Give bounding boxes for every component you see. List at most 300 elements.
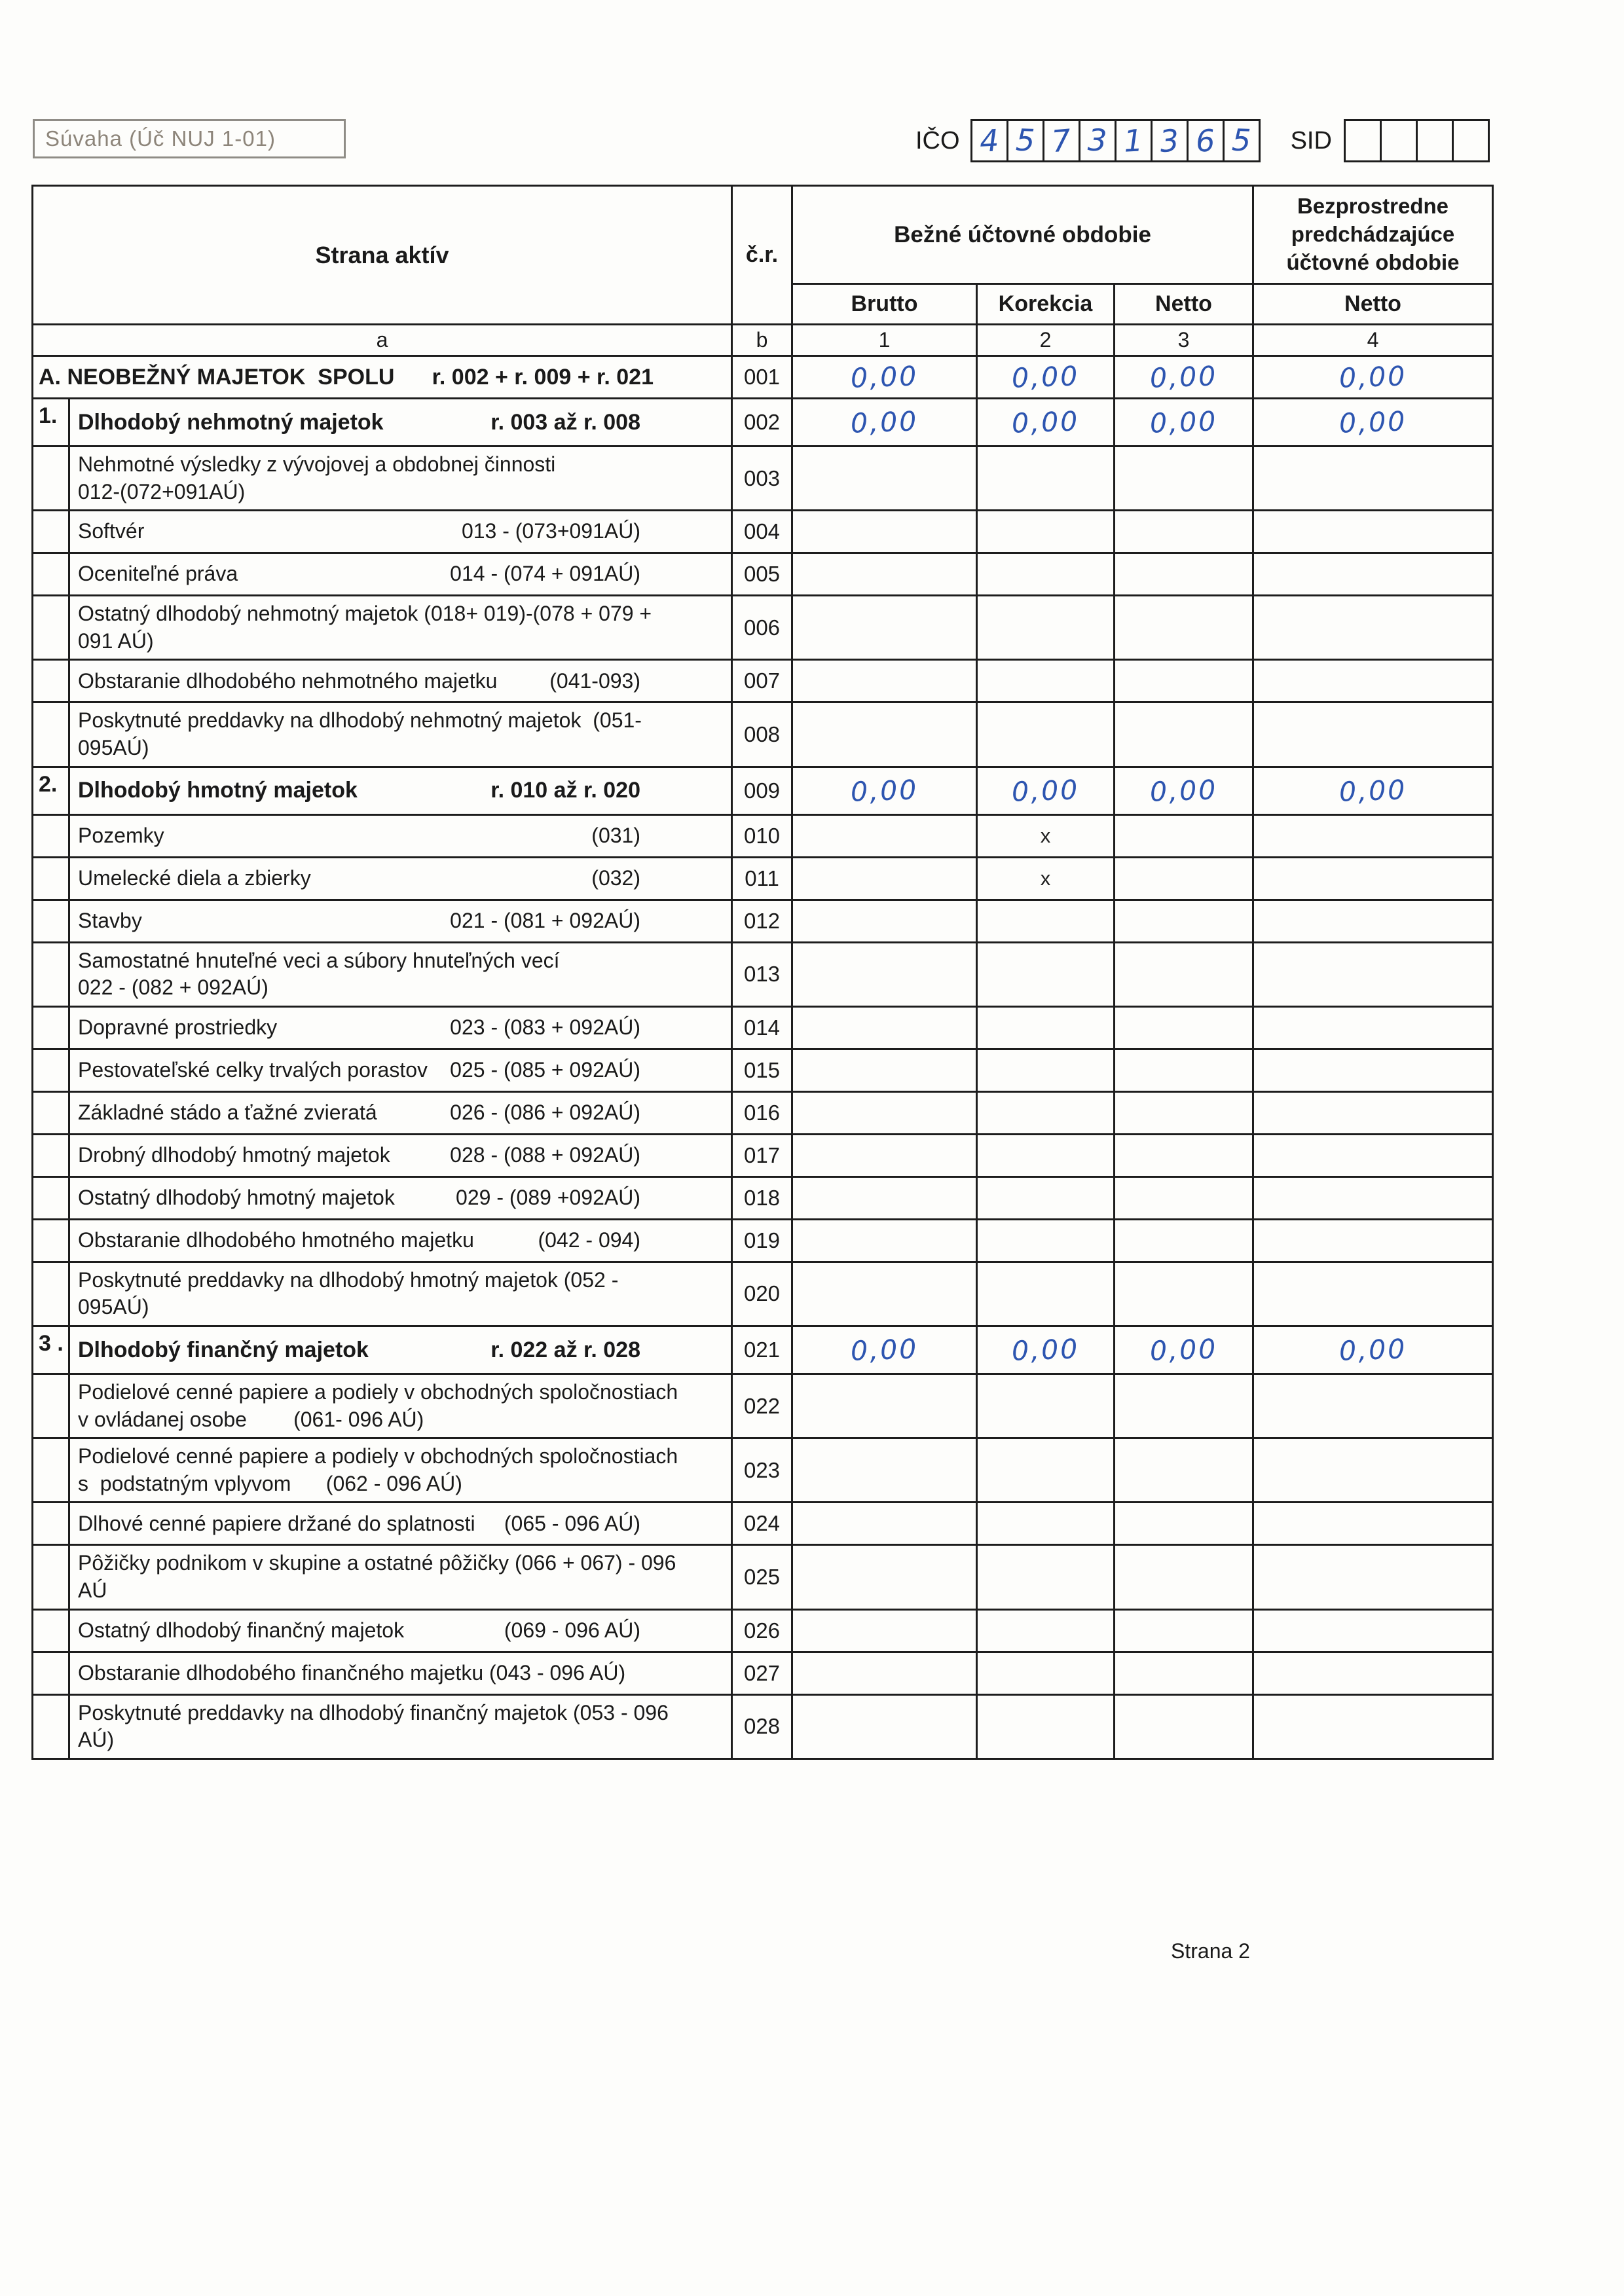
row-line-number: 024 bbox=[732, 1503, 792, 1545]
cell-brutto bbox=[792, 702, 977, 767]
row-account-code: r. 010 až r. 020 bbox=[490, 778, 640, 803]
cell-netto bbox=[1115, 446, 1253, 511]
handwritten-value: 0,00 bbox=[850, 1333, 919, 1367]
row-number bbox=[33, 554, 70, 594]
table-row bbox=[33, 1503, 1493, 1545]
cell-netto bbox=[1115, 900, 1253, 942]
row-line-number: 028 bbox=[732, 1694, 792, 1758]
row-label: Drobný dlhodobý hmotný majetok bbox=[78, 1142, 390, 1167]
cell-brutto bbox=[792, 1545, 977, 1609]
row-number bbox=[33, 1696, 70, 1758]
row-number bbox=[33, 816, 70, 856]
table-row bbox=[33, 857, 1493, 900]
sid-boxes bbox=[1344, 119, 1490, 162]
row-label: Ostatný dlhodobý hmotný majetok bbox=[78, 1185, 395, 1209]
cell-korekcia bbox=[977, 1545, 1115, 1609]
row-account-code: (031) bbox=[591, 823, 640, 847]
cell-netto bbox=[1115, 356, 1253, 399]
row-account-code: 028 - (088 + 092AÚ) bbox=[450, 1142, 640, 1167]
row-line-number: 017 bbox=[732, 1134, 792, 1176]
cell-netto-previous bbox=[1253, 596, 1493, 660]
cell-netto-previous bbox=[1253, 1262, 1493, 1326]
cell-netto bbox=[1115, 596, 1253, 660]
cell-netto bbox=[1115, 1219, 1253, 1262]
cell-netto bbox=[1115, 1438, 1253, 1503]
row-label: Obstaranie dlhodobého hmotného majetku bbox=[78, 1228, 474, 1252]
column-header-current-period: Bežné účtovné obdobie bbox=[792, 186, 1253, 284]
ico-digit-box bbox=[1187, 119, 1225, 162]
cell-netto bbox=[1115, 1049, 1253, 1091]
row-label-line2: 022 - (082 + 092AÚ) bbox=[78, 975, 268, 1000]
cell-netto-previous bbox=[1253, 857, 1493, 900]
subheader-korekcia: Korekcia bbox=[977, 284, 1115, 325]
cell-brutto bbox=[792, 1176, 977, 1219]
subheader-brutto: Brutto bbox=[792, 284, 977, 325]
cell-netto bbox=[1115, 814, 1253, 857]
cell-korekcia bbox=[977, 511, 1115, 553]
cell-korekcia bbox=[977, 814, 1115, 857]
table-row bbox=[33, 356, 1493, 399]
ico-label: IČO bbox=[915, 126, 960, 155]
cell-netto bbox=[1115, 399, 1253, 446]
row-account-code: (069 - 096 AÚ) bbox=[504, 1618, 640, 1642]
cell-brutto bbox=[792, 1694, 977, 1758]
cell-netto-previous bbox=[1253, 1134, 1493, 1176]
row-label: Pozemky bbox=[78, 823, 164, 847]
cell-korekcia bbox=[977, 399, 1115, 446]
row-label-line2: 012-(072+091AÚ) bbox=[78, 479, 246, 503]
cell-netto-previous bbox=[1253, 1374, 1493, 1438]
row-label: Dopravné prostriedky bbox=[78, 1015, 278, 1039]
row-number bbox=[33, 1008, 70, 1048]
row-label: Pôžičky podnikom v skupine a ostatné pôžičky (066 + 067) - 096 bbox=[78, 1551, 676, 1575]
row-number bbox=[33, 661, 70, 701]
cell-korekcia bbox=[977, 1049, 1115, 1091]
row-label-line2: AÚ bbox=[78, 1578, 107, 1602]
x-mark: x bbox=[1040, 866, 1051, 890]
page-number: Strana 2 bbox=[1171, 1939, 1250, 1963]
cell-korekcia bbox=[977, 1091, 1115, 1134]
row-line-number: 027 bbox=[732, 1652, 792, 1694]
cell-netto bbox=[1115, 1545, 1253, 1609]
cell-netto bbox=[1115, 767, 1253, 814]
cell-korekcia bbox=[977, 702, 1115, 767]
handwritten-value: 0,00 bbox=[1011, 1333, 1080, 1367]
table-row bbox=[33, 1609, 1493, 1652]
cell-korekcia bbox=[977, 1176, 1115, 1219]
cell-brutto bbox=[792, 446, 977, 511]
column-header-previous-period: Bezprostredne predchádzajúce účtovné obdobie bbox=[1253, 186, 1493, 284]
row-number bbox=[33, 703, 70, 765]
cell-netto bbox=[1115, 1652, 1253, 1694]
cell-brutto bbox=[792, 1091, 977, 1134]
cell-korekcia bbox=[977, 1503, 1115, 1545]
cell-netto-previous bbox=[1253, 399, 1493, 446]
ico-digit-box bbox=[1079, 119, 1116, 162]
row-number bbox=[33, 1546, 70, 1608]
row-line-number: 020 bbox=[732, 1262, 792, 1326]
x-mark: x bbox=[1040, 824, 1051, 847]
sid-cell bbox=[1344, 119, 1382, 162]
sid-cell bbox=[1416, 119, 1454, 162]
row-label: Softvér bbox=[78, 519, 145, 543]
table-row bbox=[33, 1176, 1493, 1219]
cell-brutto bbox=[792, 1503, 977, 1545]
row-number bbox=[33, 1093, 70, 1133]
ico-digit: 1 bbox=[1122, 122, 1144, 159]
cell-brutto bbox=[792, 596, 977, 660]
cell-netto bbox=[1115, 511, 1253, 553]
cell-korekcia bbox=[977, 767, 1115, 814]
cell-netto-previous bbox=[1253, 1219, 1493, 1262]
row-line-number: 011 bbox=[732, 857, 792, 900]
row-line-number: 014 bbox=[732, 1006, 792, 1049]
row-label: Stavby bbox=[78, 908, 142, 932]
row-label: Obstaranie dlhodobého nehmotného majetku bbox=[78, 668, 498, 693]
row-label: Nehmotné výsledky z vývojovej a obdobnej činnosti bbox=[78, 452, 556, 476]
subheader-netto: Netto bbox=[1115, 284, 1253, 325]
row-line-number: 012 bbox=[732, 900, 792, 942]
handwritten-value: 0,00 bbox=[1149, 405, 1218, 439]
cell-korekcia bbox=[977, 1326, 1115, 1374]
ico-digit: 5 bbox=[1231, 122, 1252, 158]
row-account-code: 021 - (081 + 092AÚ) bbox=[450, 908, 640, 932]
table-row bbox=[33, 1694, 1493, 1758]
row-account-code: 026 - (086 + 092AÚ) bbox=[450, 1100, 640, 1124]
cell-netto-previous bbox=[1253, 814, 1493, 857]
table-row bbox=[33, 1326, 1493, 1374]
row-line-number: 009 bbox=[732, 767, 792, 814]
index-col-4: 4 bbox=[1253, 325, 1493, 356]
handwritten-value: 0,00 bbox=[1011, 773, 1080, 808]
handwritten-value: 0,00 bbox=[1338, 360, 1407, 394]
index-col-b: b bbox=[732, 325, 792, 356]
ico-digit: 6 bbox=[1194, 122, 1216, 159]
cell-brutto bbox=[792, 857, 977, 900]
handwritten-value: 0,00 bbox=[1338, 1333, 1407, 1367]
cell-korekcia bbox=[977, 660, 1115, 702]
row-label: Poskytnuté preddavky na dlhodobý finančný majetok (053 - 096 bbox=[78, 1700, 669, 1724]
row-label: A. NEOBEŽNÝ MAJETOK SPOLU bbox=[39, 364, 395, 390]
row-label: Dlhové cenné papiere držané do splatnosti bbox=[78, 1511, 475, 1535]
row-line-number: 007 bbox=[732, 660, 792, 702]
row-account-code: r. 002 + r. 009 + r. 021 bbox=[432, 364, 654, 390]
row-line-number: 003 bbox=[732, 446, 792, 511]
row-line-number: 004 bbox=[732, 511, 792, 553]
row-number: 1. bbox=[33, 399, 70, 445]
cell-netto-previous bbox=[1253, 1326, 1493, 1374]
row-label-line2: v ovládanej osobe (061- 096 AÚ) bbox=[78, 1407, 424, 1431]
row-label: Oceniteľné práva bbox=[78, 562, 238, 586]
row-account-code: 013 - (073+091AÚ) bbox=[461, 519, 640, 543]
index-col-a: a bbox=[33, 325, 732, 356]
form-code-label: Súvaha (Úč NUJ 1-01) bbox=[45, 126, 276, 151]
table-row bbox=[33, 446, 1493, 511]
row-number bbox=[33, 1611, 70, 1651]
cell-korekcia bbox=[977, 596, 1115, 660]
cell-netto-previous bbox=[1253, 1652, 1493, 1694]
row-number bbox=[33, 596, 70, 659]
handwritten-value: 0,00 bbox=[1149, 773, 1218, 808]
handwritten-value: 0,00 bbox=[1011, 405, 1080, 439]
cell-brutto bbox=[792, 1006, 977, 1049]
cell-brutto bbox=[792, 1134, 977, 1176]
ico-digit: 5 bbox=[1015, 122, 1036, 158]
row-label: Podielové cenné papiere a podiely v obchodných spoločnostiach bbox=[78, 1379, 678, 1404]
cell-korekcia bbox=[977, 1219, 1115, 1262]
row-line-number: 026 bbox=[732, 1609, 792, 1652]
cell-netto bbox=[1115, 1134, 1253, 1176]
row-number bbox=[33, 1050, 70, 1091]
row-number bbox=[33, 1263, 70, 1325]
row-account-code: r. 022 až r. 028 bbox=[490, 1337, 640, 1362]
cell-korekcia bbox=[977, 1609, 1115, 1652]
cell-korekcia bbox=[977, 1006, 1115, 1049]
row-account-code: (032) bbox=[591, 866, 640, 890]
table-row bbox=[33, 1091, 1493, 1134]
ico-digit-box bbox=[1115, 119, 1153, 162]
cell-netto bbox=[1115, 553, 1253, 596]
table-row bbox=[33, 1262, 1493, 1326]
cell-netto-previous bbox=[1253, 1503, 1493, 1545]
cell-netto bbox=[1115, 1326, 1253, 1374]
cell-netto bbox=[1115, 1609, 1253, 1652]
cell-korekcia bbox=[977, 1262, 1115, 1326]
handwritten-value: 0,00 bbox=[850, 773, 919, 808]
table-body bbox=[33, 356, 1493, 1759]
table-row bbox=[33, 1374, 1493, 1438]
table-row bbox=[33, 1134, 1493, 1176]
cell-netto bbox=[1115, 1262, 1253, 1326]
cell-korekcia bbox=[977, 446, 1115, 511]
index-col-3: 3 bbox=[1115, 325, 1253, 356]
row-label: Poskytnuté preddavky na dlhodobý hmotný majetok (052 - bbox=[78, 1267, 619, 1292]
row-number bbox=[33, 1439, 70, 1501]
row-number bbox=[33, 1375, 70, 1437]
cell-netto-previous bbox=[1253, 1091, 1493, 1134]
row-line-number: 018 bbox=[732, 1176, 792, 1219]
cell-korekcia bbox=[977, 1438, 1115, 1503]
row-line-number: 015 bbox=[732, 1049, 792, 1091]
cell-brutto bbox=[792, 1652, 977, 1694]
table-row bbox=[33, 1219, 1493, 1262]
column-header-cr: č.r. bbox=[732, 186, 792, 325]
cell-netto-previous bbox=[1253, 660, 1493, 702]
cell-netto-previous bbox=[1253, 553, 1493, 596]
row-account-code: (041-093) bbox=[549, 668, 640, 693]
cell-netto bbox=[1115, 1091, 1253, 1134]
handwritten-value: 0,00 bbox=[1149, 1333, 1218, 1367]
sid-label: SID bbox=[1290, 126, 1332, 155]
cell-netto-previous bbox=[1253, 356, 1493, 399]
row-number bbox=[33, 1220, 70, 1261]
cell-netto-previous bbox=[1253, 767, 1493, 814]
table-row bbox=[33, 1652, 1493, 1694]
cell-netto-previous bbox=[1253, 1609, 1493, 1652]
cell-korekcia bbox=[977, 1694, 1115, 1758]
table-row bbox=[33, 596, 1493, 660]
index-col-2: 2 bbox=[977, 325, 1115, 356]
cell-netto-previous bbox=[1253, 1049, 1493, 1091]
cell-netto bbox=[1115, 702, 1253, 767]
handwritten-value: 0,00 bbox=[850, 405, 919, 439]
cell-netto bbox=[1115, 1374, 1253, 1438]
row-label-line2: 095AÚ) bbox=[78, 1295, 149, 1319]
ico-digit: 7 bbox=[1050, 122, 1073, 160]
table-row bbox=[33, 660, 1493, 702]
cell-korekcia bbox=[977, 1134, 1115, 1176]
table-row bbox=[33, 814, 1493, 857]
row-account-code: r. 003 až r. 008 bbox=[490, 409, 640, 435]
table-row bbox=[33, 399, 1493, 446]
row-account-code: 025 - (085 + 092AÚ) bbox=[450, 1057, 640, 1082]
row-number bbox=[33, 1135, 70, 1176]
row-label: Dlhodobý finančný majetok bbox=[78, 1337, 369, 1362]
cell-brutto bbox=[792, 1374, 977, 1438]
table-row bbox=[33, 702, 1493, 767]
row-number: 2. bbox=[33, 768, 70, 814]
table-row bbox=[33, 767, 1493, 814]
row-label: Samostatné hnuteľné veci a súbory hnuteľných vecí bbox=[78, 948, 560, 972]
cell-brutto bbox=[792, 1049, 977, 1091]
index-col-1: 1 bbox=[792, 325, 977, 356]
row-number bbox=[33, 901, 70, 941]
form-code-box bbox=[33, 119, 346, 158]
ico-digit-boxes bbox=[970, 119, 1261, 162]
cell-korekcia bbox=[977, 857, 1115, 900]
row-number bbox=[33, 1653, 70, 1694]
balance-sheet-table bbox=[31, 185, 1494, 1760]
cell-netto bbox=[1115, 857, 1253, 900]
cell-brutto bbox=[792, 1262, 977, 1326]
row-number bbox=[33, 1178, 70, 1218]
row-line-number: 010 bbox=[732, 814, 792, 857]
cell-brutto bbox=[792, 942, 977, 1006]
row-label: Ostatný dlhodobý finančný majetok bbox=[78, 1618, 405, 1642]
row-account-code: 029 - (089 +092AÚ) bbox=[456, 1185, 640, 1209]
handwritten-value: 0,00 bbox=[1011, 360, 1080, 394]
row-number bbox=[33, 858, 70, 899]
column-header-strana-aktiv: Strana aktív bbox=[33, 186, 732, 325]
row-label: Základné stádo a ťažné zvieratá bbox=[78, 1100, 377, 1124]
cell-brutto bbox=[792, 1438, 977, 1503]
ico-sid-row bbox=[915, 119, 1490, 162]
cell-korekcia bbox=[977, 356, 1115, 399]
row-line-number: 001 bbox=[732, 356, 792, 399]
cell-brutto bbox=[792, 356, 977, 399]
row-number bbox=[33, 511, 70, 552]
table-row bbox=[33, 511, 1493, 553]
row-line-number: 021 bbox=[732, 1326, 792, 1374]
ico-digit: 3 bbox=[1158, 122, 1181, 160]
cell-netto-previous bbox=[1253, 1006, 1493, 1049]
row-number: 3 . bbox=[33, 1327, 70, 1373]
row-label: Podielové cenné papiere a podiely v obchodných spoločnostiach bbox=[78, 1444, 678, 1468]
cell-netto-previous bbox=[1253, 1694, 1493, 1758]
row-line-number: 005 bbox=[732, 553, 792, 596]
cell-brutto bbox=[792, 767, 977, 814]
cell-netto bbox=[1115, 660, 1253, 702]
row-label: Umelecké diela a zbierky bbox=[78, 866, 311, 890]
cell-netto bbox=[1115, 1006, 1253, 1049]
cell-netto bbox=[1115, 942, 1253, 1006]
ico-digit-box bbox=[1006, 119, 1044, 162]
cell-netto-previous bbox=[1253, 446, 1493, 511]
row-line-number: 008 bbox=[732, 702, 792, 767]
row-label: Poskytnuté preddavky na dlhodobý nehmotný majetok (051- bbox=[78, 708, 642, 733]
row-line-number: 023 bbox=[732, 1438, 792, 1503]
cell-brutto bbox=[792, 1326, 977, 1374]
table-row bbox=[33, 1438, 1493, 1503]
sid-cell bbox=[1452, 119, 1490, 162]
row-account-code: 023 - (083 + 092AÚ) bbox=[450, 1015, 640, 1039]
sid-cell bbox=[1380, 119, 1418, 162]
table-row bbox=[33, 553, 1493, 596]
row-label: Pestovateľské celky trvalých porastov bbox=[78, 1057, 428, 1082]
handwritten-value: 0,00 bbox=[850, 360, 919, 394]
cell-brutto bbox=[792, 399, 977, 446]
row-label: Ostatný dlhodobý nehmotný majetok (018+ 019)-(078 + 079 + bbox=[78, 602, 652, 626]
row-line-number: 013 bbox=[732, 942, 792, 1006]
row-number bbox=[33, 447, 70, 509]
table-row bbox=[33, 1545, 1493, 1609]
row-label: Dlhodobý hmotný majetok bbox=[78, 778, 358, 803]
cell-netto-previous bbox=[1253, 1438, 1493, 1503]
cell-brutto bbox=[792, 1609, 977, 1652]
cell-brutto bbox=[792, 1219, 977, 1262]
row-label-line2: s podstatným vplyvom (062 - 096 AÚ) bbox=[78, 1471, 462, 1495]
cell-brutto bbox=[792, 660, 977, 702]
cell-korekcia bbox=[977, 900, 1115, 942]
cell-netto bbox=[1115, 1694, 1253, 1758]
cell-netto-previous bbox=[1253, 1176, 1493, 1219]
cell-korekcia bbox=[977, 1374, 1115, 1438]
cell-netto-previous bbox=[1253, 702, 1493, 767]
cell-netto-previous bbox=[1253, 900, 1493, 942]
ico-digit-box bbox=[1223, 119, 1261, 162]
row-line-number: 006 bbox=[732, 596, 792, 660]
row-label: Dlhodobý nehmotný majetok bbox=[78, 409, 384, 435]
ico-digit-box bbox=[1043, 119, 1080, 162]
row-number bbox=[33, 1503, 70, 1544]
cell-netto-previous bbox=[1253, 511, 1493, 553]
cell-brutto bbox=[792, 814, 977, 857]
ico-digit: 3 bbox=[1087, 122, 1108, 158]
row-line-number: 025 bbox=[732, 1545, 792, 1609]
row-label: Obstaranie dlhodobého finančného majetku (043 - 096 AÚ) bbox=[78, 1660, 626, 1685]
row-account-code: 014 - (074 + 091AÚ) bbox=[450, 562, 640, 586]
cell-brutto bbox=[792, 900, 977, 942]
table-row bbox=[33, 1006, 1493, 1049]
cell-netto-previous bbox=[1253, 942, 1493, 1006]
cell-netto-previous bbox=[1253, 1545, 1493, 1609]
row-line-number: 019 bbox=[732, 1219, 792, 1262]
row-label-line2: 091 AÚ) bbox=[78, 629, 154, 653]
row-line-number: 022 bbox=[732, 1374, 792, 1438]
cell-korekcia bbox=[977, 1652, 1115, 1694]
cell-netto bbox=[1115, 1503, 1253, 1545]
row-number bbox=[33, 943, 70, 1006]
ico-digit-box bbox=[970, 119, 1008, 162]
handwritten-value: 0,00 bbox=[1338, 773, 1407, 808]
handwritten-value: 0,00 bbox=[1149, 360, 1218, 394]
table-row bbox=[33, 1049, 1493, 1091]
row-account-code: (042 - 094) bbox=[538, 1228, 640, 1252]
table-row bbox=[33, 900, 1493, 942]
row-label-line2: AÚ) bbox=[78, 1728, 115, 1752]
ico-digit: 4 bbox=[978, 122, 1000, 159]
cell-netto bbox=[1115, 1176, 1253, 1219]
